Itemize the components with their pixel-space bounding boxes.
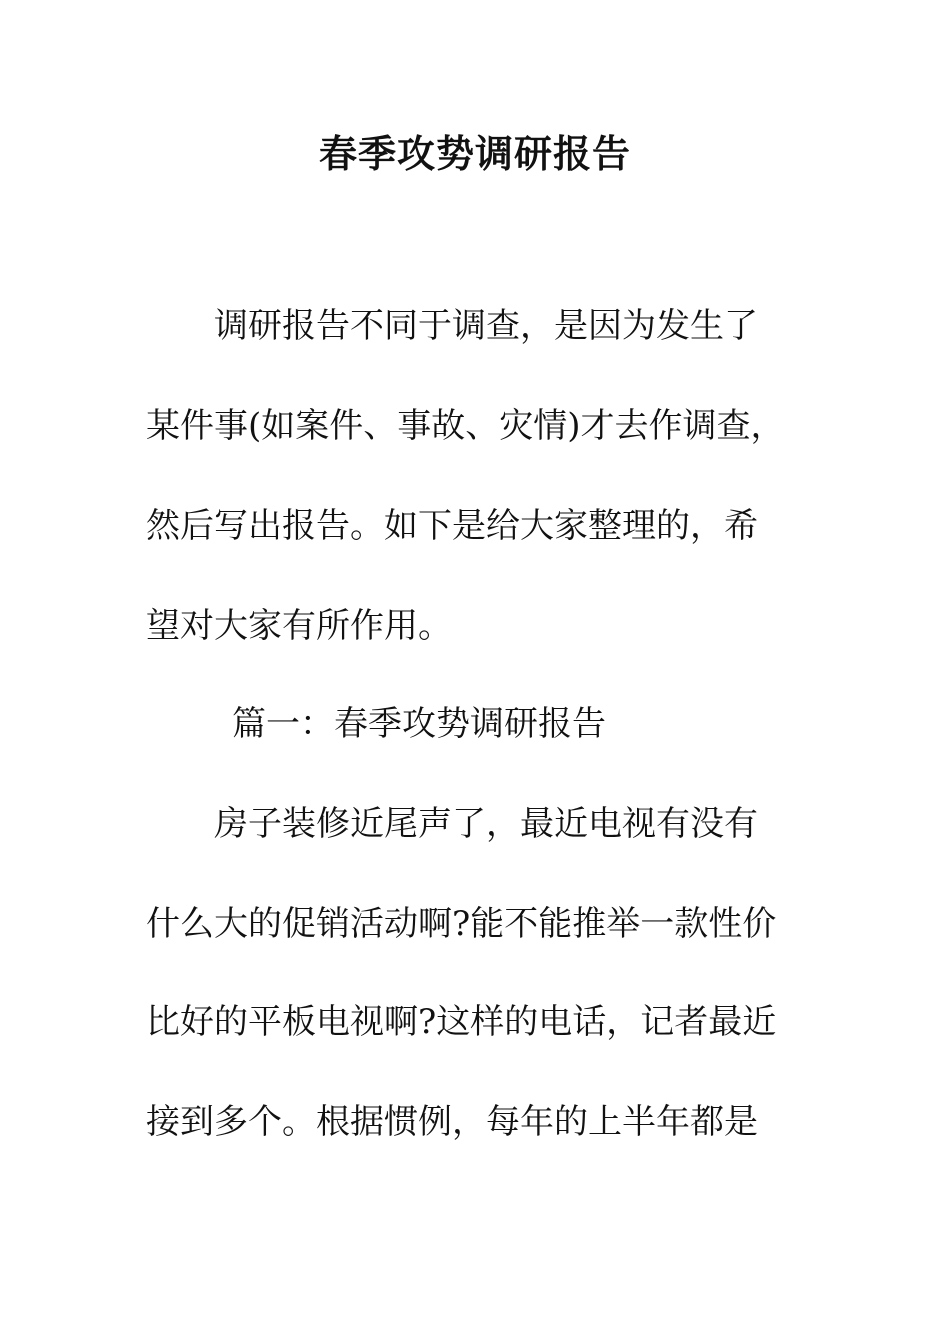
paragraph-line-1: 调研报告不同于调查，是因为发生了	[214, 306, 758, 346]
paragraph-line-8: 比好的平板电视啊?这样的电话，记者最近	[146, 1002, 777, 1042]
paragraph-line-7: 什么大的促销活动啊?能不能推举一款性价	[146, 904, 777, 944]
section-heading: 篇一：春季攻势调研报告	[232, 704, 606, 744]
paragraph-line-6: 房子装修近尾声了，最近电视有没有	[214, 804, 758, 844]
paragraph-line-4: 望对大家有所作用。	[146, 606, 452, 646]
document-title: 春季攻势调研报告	[318, 131, 631, 176]
paragraph-line-2: 某件事(如案件、事故、灾情)才去作调查，	[146, 406, 785, 446]
paragraph-line-9: 接到多个。根据惯例，每年的上半年都是	[146, 1102, 758, 1142]
paragraph-line-3: 然后写出报告。如下是给大家整理的，希	[146, 506, 758, 546]
